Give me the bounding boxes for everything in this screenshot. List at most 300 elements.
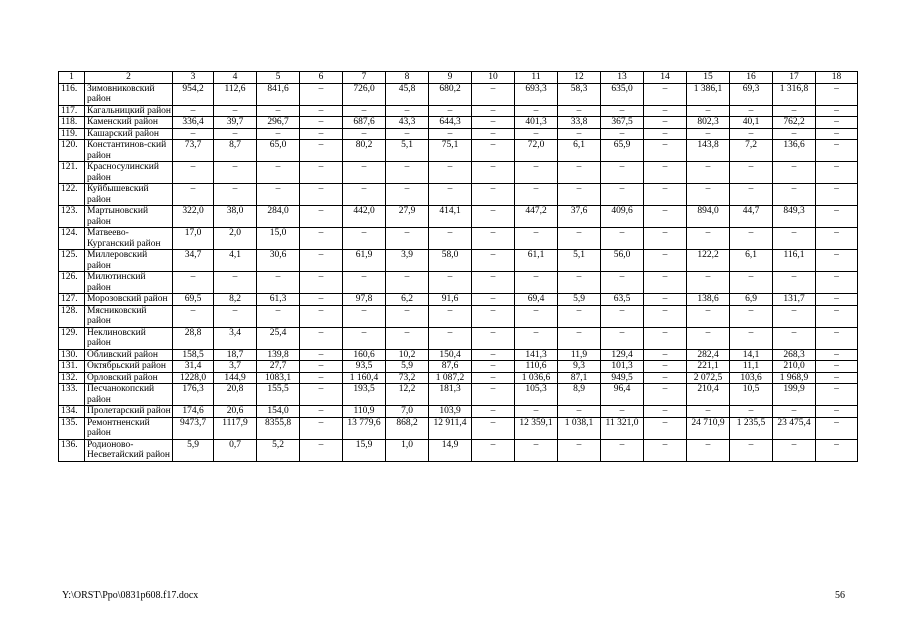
value-cell: – bbox=[730, 406, 773, 418]
value-cell: 1 160,4 bbox=[343, 372, 386, 384]
value-cell: – bbox=[816, 384, 858, 406]
value-cell: 65,9 bbox=[601, 140, 644, 162]
value-cell: 5,9 bbox=[558, 294, 601, 306]
value-cell: 39,7 bbox=[214, 117, 257, 129]
value-cell: 894,0 bbox=[687, 206, 730, 228]
value-cell: 96,4 bbox=[601, 384, 644, 406]
value-cell: 841,6 bbox=[257, 83, 300, 105]
value-cell: – bbox=[300, 83, 343, 105]
column-header: 9 bbox=[429, 72, 472, 84]
value-cell: 762,2 bbox=[773, 117, 816, 129]
table-row bbox=[59, 250, 858, 272]
value-cell: 45,8 bbox=[386, 83, 429, 105]
value-cell: 58,3 bbox=[558, 83, 601, 105]
value-cell: – bbox=[300, 117, 343, 129]
value-cell: 1 968,9 bbox=[773, 372, 816, 384]
value-cell: – bbox=[472, 372, 515, 384]
value-cell: 174,6 bbox=[173, 406, 214, 418]
value-cell: 139,8 bbox=[257, 349, 300, 361]
value-cell: – bbox=[730, 305, 773, 327]
value-cell: – bbox=[257, 305, 300, 327]
value-cell: – bbox=[173, 272, 214, 294]
value-cell: – bbox=[601, 184, 644, 206]
value-cell: 14,1 bbox=[730, 349, 773, 361]
value-cell: 43,3 bbox=[386, 117, 429, 129]
value-cell: 0,7 bbox=[214, 439, 257, 461]
value-cell: – bbox=[472, 184, 515, 206]
value-cell: – bbox=[644, 439, 687, 461]
footer-page-number: 56 bbox=[835, 590, 845, 601]
district-name: Пролетарский район bbox=[85, 406, 173, 418]
value-cell: 97,8 bbox=[343, 294, 386, 306]
value-cell: 5,1 bbox=[386, 140, 429, 162]
value-cell: – bbox=[300, 184, 343, 206]
value-cell: – bbox=[429, 327, 472, 349]
value-cell: 103,6 bbox=[730, 372, 773, 384]
value-cell: – bbox=[386, 305, 429, 327]
value-cell: 322,0 bbox=[173, 206, 214, 228]
column-header: 6 bbox=[300, 72, 343, 84]
value-cell: – bbox=[816, 162, 858, 184]
district-name: Морозовский район bbox=[85, 294, 173, 306]
value-cell: – bbox=[257, 272, 300, 294]
data-table bbox=[58, 71, 858, 462]
column-header: 12 bbox=[558, 72, 601, 84]
value-cell: – bbox=[816, 294, 858, 306]
value-cell: – bbox=[300, 406, 343, 418]
value-cell: 1 087,2 bbox=[429, 372, 472, 384]
value-cell: 6,9 bbox=[730, 294, 773, 306]
value-cell: – bbox=[601, 128, 644, 140]
value-cell: – bbox=[644, 140, 687, 162]
value-cell: – bbox=[257, 128, 300, 140]
value-cell: – bbox=[644, 250, 687, 272]
value-cell: 65,0 bbox=[257, 140, 300, 162]
value-cell: – bbox=[644, 372, 687, 384]
value-cell: – bbox=[300, 294, 343, 306]
value-cell: – bbox=[386, 105, 429, 117]
row-number: 119. bbox=[59, 128, 85, 140]
value-cell: – bbox=[472, 83, 515, 105]
value-cell: 2,0 bbox=[214, 228, 257, 250]
row-number: 130. bbox=[59, 349, 85, 361]
value-cell: 447,2 bbox=[515, 206, 558, 228]
column-header: 17 bbox=[773, 72, 816, 84]
value-cell: – bbox=[644, 117, 687, 129]
value-cell: 2 072,5 bbox=[687, 372, 730, 384]
value-cell: 56,0 bbox=[601, 250, 644, 272]
district-name: Орловский район bbox=[85, 372, 173, 384]
value-cell: 37,6 bbox=[558, 206, 601, 228]
table-row bbox=[59, 228, 858, 250]
value-cell: 61,9 bbox=[343, 250, 386, 272]
district-name: Октябрьский район bbox=[85, 361, 173, 373]
district-name: Красносулинский район bbox=[85, 162, 173, 184]
value-cell: – bbox=[300, 105, 343, 117]
value-cell: 143,8 bbox=[687, 140, 730, 162]
value-cell: – bbox=[558, 128, 601, 140]
value-cell: – bbox=[515, 406, 558, 418]
value-cell: 336,4 bbox=[173, 117, 214, 129]
value-cell: – bbox=[300, 384, 343, 406]
value-cell: – bbox=[644, 206, 687, 228]
column-header: 18 bbox=[816, 72, 858, 84]
value-cell: – bbox=[773, 406, 816, 418]
district-name: Песчанокопский район bbox=[85, 384, 173, 406]
table-row bbox=[59, 361, 858, 373]
value-cell: – bbox=[816, 361, 858, 373]
district-name: Ремонтненский район bbox=[85, 417, 173, 439]
value-cell: – bbox=[773, 305, 816, 327]
value-cell: – bbox=[601, 406, 644, 418]
value-cell: 61,3 bbox=[257, 294, 300, 306]
value-cell: 101,3 bbox=[601, 361, 644, 373]
value-cell: – bbox=[472, 117, 515, 129]
value-cell: – bbox=[343, 184, 386, 206]
value-cell: – bbox=[300, 372, 343, 384]
table-row bbox=[59, 439, 858, 461]
row-number: 121. bbox=[59, 162, 85, 184]
value-cell: 11,1 bbox=[730, 361, 773, 373]
value-cell: 12,2 bbox=[386, 384, 429, 406]
value-cell: – bbox=[601, 162, 644, 184]
value-cell: – bbox=[300, 327, 343, 349]
value-cell: – bbox=[515, 105, 558, 117]
column-header: 14 bbox=[644, 72, 687, 84]
value-cell: 30,6 bbox=[257, 250, 300, 272]
value-cell: – bbox=[773, 272, 816, 294]
row-number: 125. bbox=[59, 250, 85, 272]
value-cell: 5,2 bbox=[257, 439, 300, 461]
value-cell: 1117,9 bbox=[214, 417, 257, 439]
value-cell: – bbox=[558, 228, 601, 250]
value-cell: – bbox=[644, 384, 687, 406]
column-header: 2 bbox=[85, 72, 173, 84]
value-cell: – bbox=[730, 184, 773, 206]
row-number: 129. bbox=[59, 327, 85, 349]
value-cell: – bbox=[472, 384, 515, 406]
value-cell: – bbox=[472, 349, 515, 361]
value-cell: 87,6 bbox=[429, 361, 472, 373]
value-cell: – bbox=[472, 327, 515, 349]
value-cell: 4,1 bbox=[214, 250, 257, 272]
value-cell: – bbox=[300, 250, 343, 272]
value-cell: 3,9 bbox=[386, 250, 429, 272]
value-cell: 17,0 bbox=[173, 228, 214, 250]
value-cell: 5,1 bbox=[558, 250, 601, 272]
row-number: 116. bbox=[59, 83, 85, 105]
value-cell: – bbox=[601, 272, 644, 294]
value-cell: – bbox=[429, 162, 472, 184]
value-cell: 34,7 bbox=[173, 250, 214, 272]
value-cell: 9,3 bbox=[558, 361, 601, 373]
value-cell: – bbox=[816, 83, 858, 105]
value-cell: 282,4 bbox=[687, 349, 730, 361]
value-cell: 160,6 bbox=[343, 349, 386, 361]
value-cell: – bbox=[515, 228, 558, 250]
value-cell: – bbox=[773, 327, 816, 349]
value-cell: – bbox=[429, 305, 472, 327]
value-cell: 112,6 bbox=[214, 83, 257, 105]
value-cell: 72,0 bbox=[515, 140, 558, 162]
value-cell: 136,6 bbox=[773, 140, 816, 162]
value-cell: 687,6 bbox=[343, 117, 386, 129]
value-cell: 7,0 bbox=[386, 406, 429, 418]
value-cell: – bbox=[515, 327, 558, 349]
value-cell: 69,3 bbox=[730, 83, 773, 105]
value-cell: – bbox=[773, 184, 816, 206]
value-cell: – bbox=[515, 128, 558, 140]
value-cell: 15,0 bbox=[257, 228, 300, 250]
value-cell: – bbox=[472, 361, 515, 373]
value-cell: 33,8 bbox=[558, 117, 601, 129]
value-cell: 69,5 bbox=[173, 294, 214, 306]
row-number: 120. bbox=[59, 140, 85, 162]
footer-file-path: Y:\ORST\Ppo\0831p608.f17.docx bbox=[62, 590, 199, 601]
value-cell: 3,4 bbox=[214, 327, 257, 349]
value-cell: – bbox=[429, 184, 472, 206]
value-cell: – bbox=[773, 128, 816, 140]
value-cell: – bbox=[687, 305, 730, 327]
value-cell: – bbox=[773, 162, 816, 184]
district-name: Родионово-Несветайский район bbox=[85, 439, 173, 461]
value-cell: – bbox=[515, 162, 558, 184]
district-name: Матвеево-Курганский район bbox=[85, 228, 173, 250]
table-row bbox=[59, 305, 858, 327]
value-cell: 44,7 bbox=[730, 206, 773, 228]
value-cell: – bbox=[214, 272, 257, 294]
value-cell: 949,5 bbox=[601, 372, 644, 384]
value-cell: – bbox=[644, 361, 687, 373]
value-cell: 12 359,1 bbox=[515, 417, 558, 439]
value-cell: 24 710,9 bbox=[687, 417, 730, 439]
value-cell: – bbox=[257, 162, 300, 184]
value-cell: – bbox=[644, 417, 687, 439]
value-cell: 1 235,5 bbox=[730, 417, 773, 439]
column-header: 16 bbox=[730, 72, 773, 84]
value-cell: – bbox=[816, 228, 858, 250]
value-cell: 268,3 bbox=[773, 349, 816, 361]
value-cell: 138,6 bbox=[687, 294, 730, 306]
value-cell: – bbox=[644, 406, 687, 418]
value-cell: 155,5 bbox=[257, 384, 300, 406]
value-cell: – bbox=[257, 184, 300, 206]
value-cell: 144,9 bbox=[214, 372, 257, 384]
value-cell: 8,7 bbox=[214, 140, 257, 162]
column-header: 13 bbox=[601, 72, 644, 84]
value-cell: – bbox=[515, 439, 558, 461]
value-cell: 20,6 bbox=[214, 406, 257, 418]
value-cell: 193,5 bbox=[343, 384, 386, 406]
value-cell: 158,5 bbox=[173, 349, 214, 361]
value-cell: – bbox=[687, 128, 730, 140]
district-name: Мартыновский район bbox=[85, 206, 173, 228]
value-cell: 93,5 bbox=[343, 361, 386, 373]
value-cell: 23 475,4 bbox=[773, 417, 816, 439]
value-cell: – bbox=[472, 128, 515, 140]
row-number: 135. bbox=[59, 417, 85, 439]
value-cell: 296,7 bbox=[257, 117, 300, 129]
value-cell: – bbox=[816, 140, 858, 162]
value-cell: 6,1 bbox=[558, 140, 601, 162]
column-header: 3 bbox=[173, 72, 214, 84]
value-cell: – bbox=[816, 250, 858, 272]
value-cell: 28,8 bbox=[173, 327, 214, 349]
value-cell: 1 316,8 bbox=[773, 83, 816, 105]
value-cell: – bbox=[214, 184, 257, 206]
value-cell: – bbox=[816, 372, 858, 384]
value-cell: – bbox=[773, 105, 816, 117]
table-row bbox=[59, 140, 858, 162]
column-header: 15 bbox=[687, 72, 730, 84]
value-cell: – bbox=[558, 105, 601, 117]
value-cell: – bbox=[472, 272, 515, 294]
value-cell: 91,6 bbox=[429, 294, 472, 306]
value-cell: – bbox=[558, 272, 601, 294]
value-cell: 868,2 bbox=[386, 417, 429, 439]
value-cell: – bbox=[601, 305, 644, 327]
value-cell: 221,1 bbox=[687, 361, 730, 373]
value-cell: 110,6 bbox=[515, 361, 558, 373]
value-cell: 8,9 bbox=[558, 384, 601, 406]
value-cell: – bbox=[730, 105, 773, 117]
value-cell: 284,0 bbox=[257, 206, 300, 228]
row-number: 118. bbox=[59, 117, 85, 129]
column-header: 10 bbox=[472, 72, 515, 84]
district-name: Мясниковский район bbox=[85, 305, 173, 327]
table-row bbox=[59, 327, 858, 349]
value-cell: – bbox=[730, 327, 773, 349]
value-cell: – bbox=[687, 406, 730, 418]
value-cell: – bbox=[472, 228, 515, 250]
value-cell: – bbox=[601, 439, 644, 461]
value-cell: – bbox=[300, 361, 343, 373]
value-cell: – bbox=[644, 327, 687, 349]
value-cell: – bbox=[644, 294, 687, 306]
value-cell: – bbox=[644, 349, 687, 361]
row-number: 134. bbox=[59, 406, 85, 418]
value-cell: – bbox=[386, 228, 429, 250]
value-cell: – bbox=[386, 327, 429, 349]
value-cell: 6,2 bbox=[386, 294, 429, 306]
value-cell: – bbox=[644, 305, 687, 327]
value-cell: – bbox=[429, 105, 472, 117]
value-cell: 414,1 bbox=[429, 206, 472, 228]
value-cell: 129,4 bbox=[601, 349, 644, 361]
value-cell: – bbox=[730, 439, 773, 461]
value-cell: 176,3 bbox=[173, 384, 214, 406]
value-cell: 8355,8 bbox=[257, 417, 300, 439]
value-cell: – bbox=[386, 272, 429, 294]
value-cell: – bbox=[816, 117, 858, 129]
value-cell: 680,2 bbox=[429, 83, 472, 105]
column-header: 8 bbox=[386, 72, 429, 84]
value-cell: – bbox=[214, 305, 257, 327]
value-cell: 6,1 bbox=[730, 250, 773, 272]
column-header: 11 bbox=[515, 72, 558, 84]
value-cell: 31,4 bbox=[173, 361, 214, 373]
district-name: Куйбышевский район bbox=[85, 184, 173, 206]
row-number: 131. bbox=[59, 361, 85, 373]
value-cell: – bbox=[644, 162, 687, 184]
value-cell: – bbox=[173, 105, 214, 117]
value-cell: 3,7 bbox=[214, 361, 257, 373]
value-cell: 181,3 bbox=[429, 384, 472, 406]
value-cell: – bbox=[386, 128, 429, 140]
value-cell: – bbox=[343, 162, 386, 184]
value-cell: – bbox=[343, 327, 386, 349]
value-cell: 1 038,1 bbox=[558, 417, 601, 439]
value-cell: – bbox=[816, 349, 858, 361]
value-cell: – bbox=[644, 83, 687, 105]
value-cell: 38,0 bbox=[214, 206, 257, 228]
value-cell: – bbox=[687, 439, 730, 461]
value-cell: 58,0 bbox=[429, 250, 472, 272]
row-number: 124. bbox=[59, 228, 85, 250]
value-cell: – bbox=[472, 140, 515, 162]
district-name: Кашарский район bbox=[85, 128, 173, 140]
column-header: 5 bbox=[257, 72, 300, 84]
value-cell: – bbox=[816, 327, 858, 349]
value-cell: – bbox=[173, 128, 214, 140]
value-cell: 80,2 bbox=[343, 140, 386, 162]
value-cell: 150,4 bbox=[429, 349, 472, 361]
value-cell: – bbox=[472, 439, 515, 461]
value-cell: – bbox=[644, 228, 687, 250]
district-name: Константинов-ский район bbox=[85, 140, 173, 162]
district-name: Миллеровский район bbox=[85, 250, 173, 272]
value-cell: – bbox=[687, 105, 730, 117]
table-row bbox=[59, 384, 858, 406]
value-cell: – bbox=[472, 294, 515, 306]
value-cell: 210,0 bbox=[773, 361, 816, 373]
value-cell: 954,2 bbox=[173, 83, 214, 105]
value-cell: – bbox=[773, 439, 816, 461]
value-cell: 10,2 bbox=[386, 349, 429, 361]
value-cell: – bbox=[257, 105, 300, 117]
value-cell: – bbox=[300, 417, 343, 439]
value-cell: – bbox=[816, 417, 858, 439]
column-header: 1 bbox=[59, 72, 85, 84]
value-cell: 61,1 bbox=[515, 250, 558, 272]
table-row bbox=[59, 117, 858, 129]
district-name: Обливский район bbox=[85, 349, 173, 361]
value-cell: – bbox=[300, 228, 343, 250]
value-cell: 10,5 bbox=[730, 384, 773, 406]
value-cell: 63,5 bbox=[601, 294, 644, 306]
value-cell: – bbox=[343, 128, 386, 140]
value-cell: – bbox=[472, 162, 515, 184]
value-cell: 75,1 bbox=[429, 140, 472, 162]
value-cell: – bbox=[644, 128, 687, 140]
value-cell: – bbox=[816, 406, 858, 418]
row-number: 123. bbox=[59, 206, 85, 228]
table-row bbox=[59, 162, 858, 184]
value-cell: – bbox=[816, 206, 858, 228]
value-cell: – bbox=[173, 305, 214, 327]
value-cell: 69,4 bbox=[515, 294, 558, 306]
value-cell: – bbox=[343, 272, 386, 294]
value-cell: 40,1 bbox=[730, 117, 773, 129]
row-number: 122. bbox=[59, 184, 85, 206]
table-row bbox=[59, 184, 858, 206]
value-cell: – bbox=[300, 206, 343, 228]
value-cell: – bbox=[300, 162, 343, 184]
value-cell: – bbox=[644, 272, 687, 294]
table-row bbox=[59, 406, 858, 418]
value-cell: – bbox=[472, 206, 515, 228]
row-number: 127. bbox=[59, 294, 85, 306]
